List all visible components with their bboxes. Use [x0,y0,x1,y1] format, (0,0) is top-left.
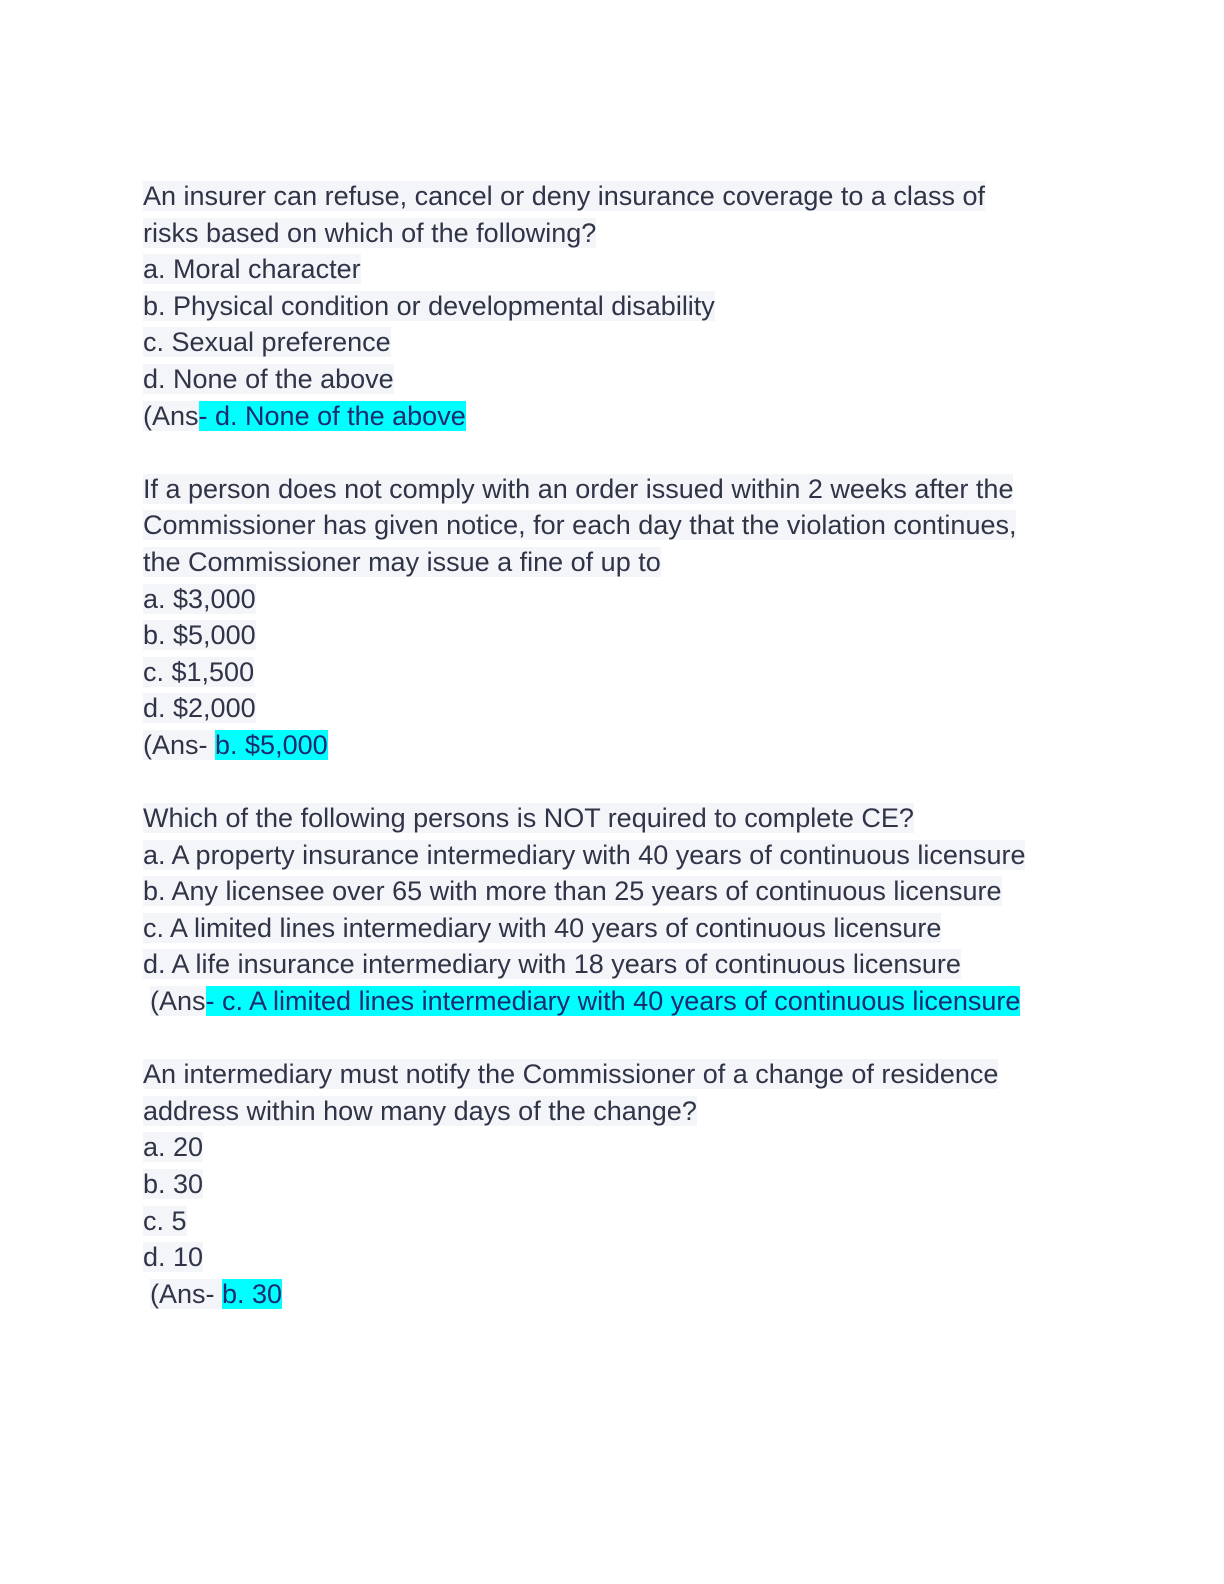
answer-option: a. A property insurance intermediary with 40 years of continuous licensure [143,839,1026,870]
answer-highlight: - d. None of the above [198,400,466,431]
answer-option: d. $2,000 [143,693,256,724]
answer-prefix: (Ans [150,986,206,1017]
answer-option: a. 20 [143,1132,204,1163]
answer-option: c. 5 [143,1205,187,1236]
answer-option: b. $5,000 [143,620,256,651]
answer-prefix: (Ans- [143,729,216,760]
answer-line [143,983,1083,1020]
answer-option: b. 30 [143,1169,204,1200]
answer-highlight: b. 30 [222,1278,283,1309]
answer-line [143,1276,1083,1313]
answer-option: b. Physical condition or developmental disability [143,290,715,321]
answer-line [143,727,1083,764]
spacer [143,434,1083,471]
question-text: An intermediary must notify the Commissioner of a change of residence [143,1059,999,1090]
document-page [143,178,1083,1312]
answer-option: d. A life insurance intermediary with 18 years of continuous licensure [143,949,961,980]
question-text: Commissioner has given notice, for each day that the violation continues, [143,510,1017,541]
question-block [143,471,1083,764]
question-text: the Commissioner may issue a fine of up to [143,546,661,577]
answer-option: b. Any licensee over 65 with more than 25 years of continuous licensure [143,876,1002,907]
answer-prefix: (Ans [143,400,199,431]
answer-option: c. Sexual preference [143,327,391,358]
answer-highlight: b. $5,000 [215,729,328,760]
question-block [143,1056,1083,1312]
answer-option: a. $3,000 [143,583,256,614]
question-text: address within how many days of the change? [143,1095,697,1126]
answer-line [143,398,1083,435]
answer-option: d. 10 [143,1242,204,1273]
question-text: Which of the following persons is NOT required to complete CE? [143,803,914,834]
answer-option: d. None of the above [143,363,394,394]
spacer [143,1020,1083,1057]
answer-option: c. A limited lines intermediary with 40 years of continuous licensure [143,912,942,943]
question-block [143,178,1083,434]
question-text: An insurer can refuse, cancel or deny insurance coverage to a class of [143,181,985,211]
answer-highlight: - c. A limited lines intermediary with 40 years of continuous licensure [205,986,1021,1017]
spacer [143,764,1083,801]
question-text: risks based on which of the following? [143,217,597,248]
answer-option: c. $1,500 [143,656,255,687]
answer-option: a. Moral character [143,254,361,285]
question-text: If a person does not comply with an order issued within 2 weeks after the [143,473,1014,504]
question-block [143,800,1083,1020]
answer-prefix: (Ans- [150,1278,223,1309]
